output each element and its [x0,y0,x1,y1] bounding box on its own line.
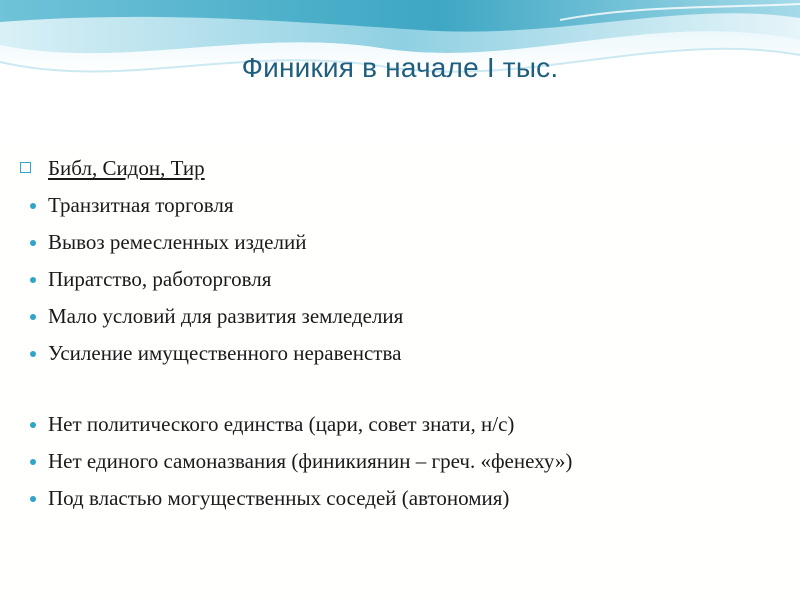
list-item [18,443,788,480]
list-item-text: Под властью могущественных соседей (автономия) [48,486,510,510]
list-item [18,298,788,335]
bullet-dot-icon [18,335,42,372]
list-item [18,480,788,517]
bullet-dot-icon [18,224,42,261]
list-item-text: Мало условий для развития земледелия [48,304,404,328]
list-item-text: Транзитная торговля [48,193,234,217]
bullet-dot-icon [18,298,42,335]
bullet-dot-icon [18,480,42,517]
list-item [18,187,788,224]
list-item-text: Пиратство, работорговля [48,267,272,291]
bullet-dot-icon [18,261,42,298]
slide-content [18,150,788,517]
list-item [18,224,788,261]
heading-text: Библ, Сидон, Тир [48,156,205,180]
list-item-text: Усиление имущественного неравенства [48,341,402,365]
list-item-text: Вывоз ремесленных изделий [48,230,307,254]
bullet-dot-icon [18,406,42,443]
slide-title: Финикия в начале I тыс. [241,52,559,83]
bullet-dot-icon [18,443,42,480]
list-item [18,335,788,372]
list-item-text: Нет единого самоназвания (финикиянин – греч. «фенеху») [48,449,573,473]
bullet-dot-icon [18,187,42,224]
list-item [18,406,788,443]
list-item-text: Нет политического единства (цари, совет знати, н/с) [48,412,515,436]
checkbox-bullet-icon [18,150,42,187]
group-spacer [18,372,788,406]
list-item [18,261,788,298]
list-heading [18,150,788,187]
